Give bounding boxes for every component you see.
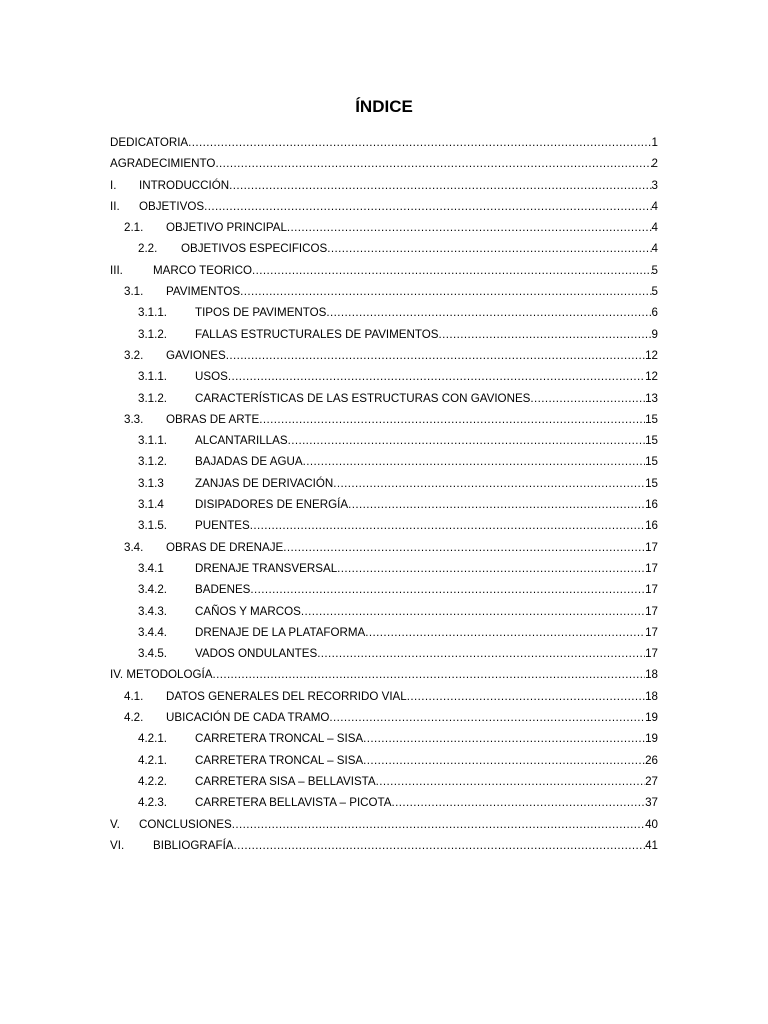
toc-entry-text	[153, 260, 658, 281]
dot-leader	[439, 324, 652, 345]
toc-entry-number: 3.4.3.	[138, 604, 168, 618]
toc-entry	[110, 196, 658, 217]
toc-entry-label: TIPOS DE PAVIMENTOS	[195, 306, 327, 320]
toc-entry-page: 17	[645, 604, 658, 618]
toc-entry	[110, 601, 658, 622]
toc-entry	[110, 814, 658, 835]
toc-entry	[110, 175, 658, 196]
toc-entry-number: 3.1.1.	[138, 306, 168, 320]
toc-entry-page: 41	[645, 838, 658, 852]
toc-entry-page: 16	[645, 519, 658, 533]
toc-entry-label: IV. METODOLOGÍA	[110, 668, 213, 682]
toc-entry-page: 6	[651, 306, 658, 320]
toc-entry-number: 3.1.2.	[138, 391, 168, 405]
toc-entry-text	[195, 750, 658, 771]
dot-leader	[288, 430, 646, 451]
toc-entry-page: 15	[645, 434, 658, 448]
toc-entry-number: 3.1.	[124, 285, 144, 299]
toc-entry	[110, 643, 658, 664]
dot-leader	[329, 707, 645, 728]
toc-entry-label: ZANJAS DE DERIVACIÓN	[195, 476, 334, 490]
toc-entry-label: CAÑOS Y MARCOS	[195, 604, 301, 618]
toc-entry	[110, 281, 658, 302]
toc-entry-number: 4.2.	[124, 711, 144, 725]
toc-entry-page: 9	[651, 327, 658, 341]
toc-entry	[110, 153, 658, 174]
dot-leader	[326, 302, 651, 323]
toc-entry-label: FALLAS ESTRUCTURALES DE PAVIMENTOS	[195, 327, 439, 341]
toc-entry-number: 4.2.3.	[138, 796, 168, 810]
dot-leader	[327, 238, 651, 259]
page-title: ÍNDICE	[355, 97, 413, 116]
dot-leader	[234, 835, 646, 856]
toc-entry-number: 4.2.2.	[138, 774, 168, 788]
toc-entry-text	[166, 409, 658, 430]
toc-entry	[110, 558, 658, 579]
toc-entry-number: II.	[110, 199, 120, 213]
toc-entry-number: I.	[110, 178, 117, 192]
toc-entry-label: DRENAJE DE LA PLATAFORMA	[195, 625, 366, 639]
toc-entry-page: 19	[645, 711, 658, 725]
dot-leader	[250, 515, 645, 536]
toc-entry-page: 27	[645, 774, 658, 788]
toc-entry-text	[195, 302, 658, 323]
toc-entry-text	[195, 643, 658, 664]
toc-entry-page: 15	[645, 476, 658, 490]
toc-entry	[110, 728, 658, 749]
toc-entry-number: 3.4.2.	[138, 583, 168, 597]
toc-entry-text	[139, 814, 658, 835]
toc-entry-page: 17	[645, 583, 658, 597]
dot-leader	[204, 196, 651, 217]
toc-entry-label: BADENES	[195, 583, 251, 597]
toc-entry-page: 19	[645, 732, 658, 746]
toc-entry-number: 2.1.	[124, 221, 144, 235]
toc-entry-text	[166, 217, 658, 238]
toc-entry-label: UBICACIÓN DE CADA TRAMO	[166, 711, 330, 725]
toc-entry-number: 3.2.	[124, 348, 144, 362]
toc-entry	[110, 324, 658, 345]
toc-entry-label: USOS	[195, 370, 228, 384]
toc-entry-number: 3.1.3	[138, 476, 164, 490]
toc-entry-number: 3.1.4	[138, 498, 164, 512]
toc-entry	[110, 451, 658, 472]
toc-entry-page: 5	[651, 285, 658, 299]
toc-entry-text	[166, 345, 658, 366]
dot-leader	[287, 217, 652, 238]
toc-entry-text	[195, 771, 658, 792]
toc-entry-label: CARACTERÍSTICAS DE LAS ESTRUCTURAS CON GAVIONES	[195, 391, 531, 405]
toc-entry-text	[195, 601, 658, 622]
toc-entry-label: GAVIONES	[166, 348, 226, 362]
toc-entry-text	[110, 153, 658, 174]
toc-entry-text	[153, 835, 658, 856]
toc-entry-number: 3.1.1.	[138, 434, 168, 448]
toc-entry-text	[139, 175, 658, 196]
toc-entry-label: AGRADECIMIENTO	[110, 157, 216, 171]
dot-leader	[232, 814, 645, 835]
toc-entry	[110, 494, 658, 515]
toc-entry	[110, 515, 658, 536]
toc-entry-label: OBJETIVO PRINCIPAL	[166, 221, 287, 235]
toc-entry	[110, 579, 658, 600]
toc-entry-page: 26	[645, 753, 658, 767]
dot-leader	[252, 260, 652, 281]
toc-entry-text	[195, 728, 658, 749]
toc-entry-page: 18	[645, 668, 658, 682]
toc-entry-label: CARRETERA TRONCAL – SISA	[195, 732, 364, 746]
dot-leader	[212, 664, 645, 685]
toc-entry-text	[110, 132, 658, 153]
toc-entry-text	[195, 579, 658, 600]
dot-leader	[228, 366, 645, 387]
toc-entry-label: BIBLIOGRAFÍA	[153, 838, 234, 852]
toc-entry-page: 13	[645, 391, 658, 405]
dot-leader	[215, 153, 651, 174]
dot-leader	[365, 622, 645, 643]
toc-entry-label: BAJADAS DE AGUA	[195, 455, 303, 469]
toc-entry-label: VADOS ONDULANTES	[195, 647, 318, 661]
toc-entry-number: 3.4.4.	[138, 625, 168, 639]
toc-entry-number: 4.1.	[124, 689, 144, 703]
toc-entry-number: III.	[110, 263, 123, 277]
dot-leader	[303, 451, 645, 472]
toc-entry-page: 4	[651, 242, 658, 256]
toc-entry-page: 40	[645, 817, 658, 831]
dot-leader	[283, 537, 645, 558]
toc-entry-number: 3.4.	[124, 540, 144, 554]
dot-leader	[348, 494, 645, 515]
dot-leader	[188, 132, 651, 153]
toc-entry-label: ALCANTARILLAS	[195, 434, 288, 448]
toc-entry-page: 15	[645, 412, 658, 426]
toc-entry-number: 2.2.	[138, 242, 158, 256]
toc-entry-text	[195, 451, 658, 472]
toc-entry-text	[139, 196, 658, 217]
toc-entry	[110, 771, 658, 792]
toc-entry-text	[166, 537, 658, 558]
toc-entry-page: 12	[645, 348, 658, 362]
dot-leader	[363, 750, 645, 771]
dot-leader	[229, 175, 651, 196]
dot-leader	[317, 643, 645, 664]
toc-entry-label: CONCLUSIONES	[139, 817, 232, 831]
toc-entry-text	[195, 494, 658, 515]
dot-leader	[240, 281, 651, 302]
dot-leader	[250, 579, 645, 600]
toc-entry-number: 3.4.5.	[138, 647, 168, 661]
toc-entry-number: 3.4.1	[138, 561, 164, 575]
dot-leader	[363, 728, 645, 749]
toc-entry-number: 4.2.1.	[138, 753, 168, 767]
toc-entry-text	[195, 430, 658, 451]
toc-entry-page: 1	[651, 136, 658, 149]
toc-entry	[110, 686, 658, 707]
toc-entry-page: 15	[645, 455, 658, 469]
toc-entry-label: DEDICATORIA	[110, 136, 189, 149]
toc-entry-label: DATOS GENERALES DEL RECORRIDO VIAL	[166, 689, 407, 703]
toc-entry-text	[195, 792, 658, 813]
toc-entry	[110, 537, 658, 558]
toc-entry-text	[166, 707, 658, 728]
toc-entry-text	[195, 622, 658, 643]
toc-entry	[110, 345, 658, 366]
toc-entry	[110, 792, 658, 813]
toc-entry-page: 5	[651, 263, 658, 277]
table-of-contents	[110, 132, 658, 856]
toc-entry-text	[195, 558, 658, 579]
toc-entry-page: 17	[645, 647, 658, 661]
toc-entry-number: 3.3.	[124, 412, 144, 426]
toc-entry	[110, 409, 658, 430]
toc-entry-number: 3.1.2.	[138, 327, 168, 341]
toc-entry	[110, 835, 658, 856]
dot-leader	[333, 473, 645, 494]
dot-leader	[301, 601, 645, 622]
toc-entry-page: 17	[645, 625, 658, 639]
toc-entry-number: VI.	[110, 838, 125, 852]
toc-entry-label: CARRETERA BELLAVISTA – PICOTA	[195, 796, 392, 810]
toc-entry	[110, 302, 658, 323]
toc-entry-number: 3.1.2.	[138, 455, 168, 469]
dot-leader	[337, 558, 645, 579]
toc-entry-page: 16	[645, 498, 658, 512]
toc-entry-label: CARRETERA SISA – BELLAVISTA	[195, 774, 376, 788]
toc-entry-page: 17	[645, 561, 658, 575]
dot-leader	[259, 409, 645, 430]
toc-entry-text	[181, 238, 658, 259]
toc-entry-label: DRENAJE TRANSVERSAL	[195, 561, 338, 575]
toc-entry	[110, 473, 658, 494]
toc-entry-page: 3	[651, 178, 658, 192]
toc-entry-label: OBRAS DE ARTE	[166, 412, 260, 426]
dot-leader	[226, 345, 645, 366]
dot-leader	[530, 388, 645, 409]
toc-entry	[110, 132, 658, 153]
toc-entry	[110, 622, 658, 643]
toc-entry-text	[110, 664, 658, 685]
toc-entry-text	[195, 324, 658, 345]
toc-entry-label: MARCO TEORICO	[153, 263, 252, 277]
dot-leader	[376, 771, 645, 792]
toc-entry-number: 3.1.5.	[138, 519, 168, 533]
toc-entry-page: 18	[645, 689, 658, 703]
toc-entry	[110, 388, 658, 409]
toc-entry-page: 37	[645, 796, 658, 810]
toc-entry-page: 4	[651, 221, 658, 235]
toc-entry-number: V.	[110, 817, 120, 831]
toc-entry-label: CARRETERA TRONCAL – SISA	[195, 753, 364, 767]
toc-entry	[110, 260, 658, 281]
toc-entry-text	[166, 686, 658, 707]
toc-entry-text	[195, 366, 658, 387]
toc-entry-page: 17	[645, 540, 658, 554]
toc-entry-label: OBJETIVOS ESPECIFICOS	[181, 242, 328, 256]
toc-entry-text	[195, 473, 658, 494]
toc-entry	[110, 217, 658, 238]
toc-entry	[110, 366, 658, 387]
toc-entry-text	[166, 281, 658, 302]
toc-entry-text	[195, 388, 658, 409]
dot-leader	[392, 792, 646, 813]
toc-entry-label: OBRAS DE DRENAJE	[166, 540, 284, 554]
toc-entry-text	[195, 515, 658, 536]
toc-entry-page: 4	[651, 199, 658, 213]
toc-entry-label: INTRODUCCIÓN	[139, 178, 230, 192]
toc-entry-number: 4.2.1.	[138, 732, 168, 746]
toc-entry	[110, 664, 658, 685]
toc-entry	[110, 707, 658, 728]
toc-entry-label: OBJETIVOS	[139, 199, 205, 213]
toc-entry-label: PUENTES	[195, 519, 250, 533]
toc-entry	[110, 238, 658, 259]
toc-entry-page: 12	[645, 370, 658, 384]
dot-leader	[407, 686, 645, 707]
toc-entry-number: 3.1.1.	[138, 370, 168, 384]
toc-entry	[110, 750, 658, 771]
toc-entry	[110, 430, 658, 451]
toc-entry-label: DISIPADORES DE ENERGÍA	[195, 498, 349, 512]
toc-entry-page: 2	[651, 157, 658, 171]
toc-entry-label: PAVIMENTOS	[166, 285, 241, 299]
